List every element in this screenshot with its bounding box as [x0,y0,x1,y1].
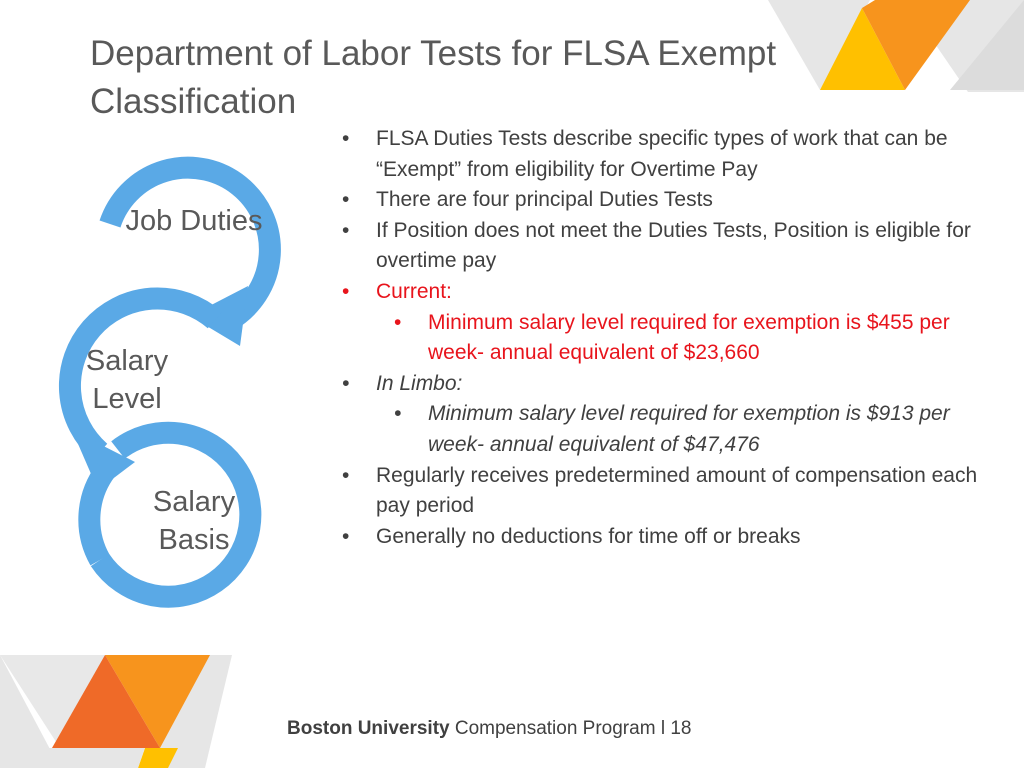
slide-footer [287,718,691,740]
bullet-item: • FLSA Duties Tests describe specific types of work that can be “Exempt” from eligibility for Overtime Pay [340,124,990,185]
bullet-list [340,124,990,552]
bullet-item: • If Position does not meet the Duties Tests, Position is eligible for overtime pay [340,216,990,277]
cycle-label-salary-basis: Salary Basis [152,486,236,556]
slide-title: Department of Labor Tests for FLSA Exempt Classification [90,34,777,121]
bullet-item: • Generally no deductions for time off or breaks [340,522,990,553]
sub-bullet-limbo-salary: • Minimum salary level required for exemption is $913 per week- annual equivalent of $47,476 [340,399,990,460]
job-duties-arrow-icon [110,168,270,346]
footer-program: Compensation Program [454,718,656,739]
bullet-item-in-limbo: • In Limbo: [340,369,990,400]
bottom-left-gray-strip [30,748,145,768]
bullet-item: • There are four principal Duties Tests [340,185,990,216]
sub-bullet-current-salary: • Minimum salary level required for exemption is $455 per week- annual equivalent of $23,660 [340,308,990,369]
footer-page-number: 18 [670,718,692,739]
cycle-label-salary-level: Salary Level [85,345,169,415]
footer-org: Boston University [287,718,450,739]
bullet-item: • Regularly receives predetermined amount of compensation each pay period [340,461,990,522]
bullet-item-current: • Current: [340,277,990,308]
cycle-label-job-duties: Job Duties [125,205,263,237]
footer-separator: l [660,718,666,739]
